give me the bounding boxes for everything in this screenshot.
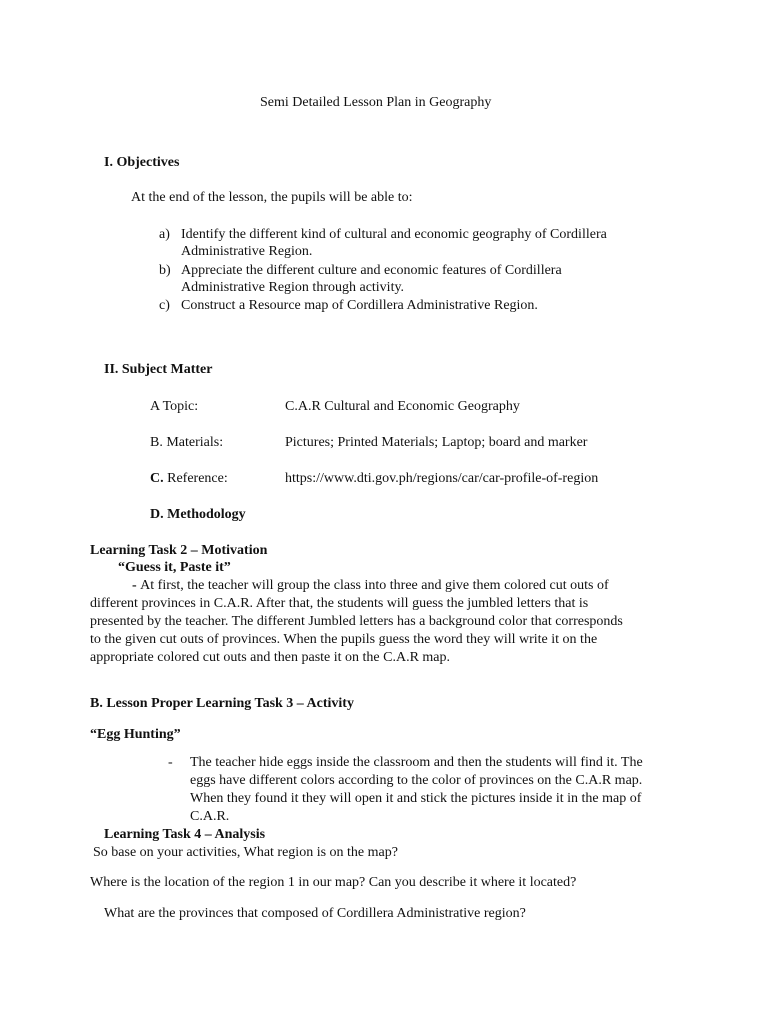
task3-heading: B. Lesson Proper Learning Task 3 – Activity <box>90 696 354 711</box>
reference-prefix: C. <box>150 471 164 486</box>
task2-line-2: different provinces in C.A.R. After that, the students will guess the jumbled letters that is <box>90 596 589 611</box>
task4-heading: Learning Task 4 – Analysis <box>104 827 266 842</box>
topic-value: C.A.R Cultural and Economic Geography <box>285 399 520 414</box>
task2-heading: Learning Task 2 – Motivation <box>90 543 268 558</box>
objective-text-cont: Administrative Region through activity. <box>181 280 405 295</box>
reference-url: https://www.dti.gov.ph/regions/car/car-profile-of-region <box>285 471 599 486</box>
task3-line-3: When they found it they will open it and stick the pictures inside it in the map of <box>190 791 642 806</box>
topic-label: A Topic: <box>150 399 199 414</box>
task2-line-3: presented by the teacher. The different Jumbled letters has a background color that corresponds <box>90 614 623 629</box>
task3-dash: - <box>168 755 173 770</box>
task2-line-4: to the given cut outs of provinces. When the pupils guess the word they will write it on the <box>90 632 598 647</box>
objective-text: Appreciate the different culture and economic features of Cordillera <box>181 263 562 278</box>
task3-line-4: C.A.R. <box>190 809 230 824</box>
task4-question-1: So base on your activities, What region is on the map? <box>93 845 398 860</box>
task2-subtitle: “Guess it, Paste it” <box>118 560 231 575</box>
subject-matter-heading: II. Subject Matter <box>104 362 213 377</box>
methodology-heading: D. Methodology <box>150 507 246 522</box>
page-title: Semi Detailed Lesson Plan in Geography <box>260 95 492 110</box>
task2-line-1 <box>132 577 609 594</box>
task4-question-2: Where is the location of the region 1 in our map? Can you describe it where it located? <box>90 875 577 890</box>
task3-subtitle: “Egg Hunting” <box>90 727 181 742</box>
objectives-intro: At the end of the lesson, the pupils will be able to: <box>131 190 413 205</box>
objective-marker: c) <box>159 298 170 313</box>
task3-line-1: The teacher hide eggs inside the classroom and then the students will find it. The <box>190 755 643 770</box>
objective-text: Identify the different kind of cultural and economic geography of Cordillera <box>181 227 607 242</box>
objective-marker: a) <box>159 227 170 242</box>
objective-text: Construct a Resource map of Cordillera Administrative Region. <box>181 298 538 313</box>
task2-text: At first, the teacher will group the class into three and give them colored cut outs of <box>140 578 609 593</box>
materials-value: Pictures; Printed Materials; Laptop; board and marker <box>285 435 588 450</box>
materials-label: B. Materials: <box>150 435 224 450</box>
reference-label <box>150 470 228 487</box>
objective-text-cont: Administrative Region. <box>181 244 313 259</box>
task3-line-2: eggs have different colors according to the color of provinces on the C.A.R map. <box>190 773 643 788</box>
task4-question-3: What are the provinces that composed of Cordillera Administrative region? <box>104 906 526 921</box>
task2-line-5: appropriate colored cut outs and then paste it on the C.A.R map. <box>90 650 451 665</box>
objectives-heading: I. Objectives <box>104 155 180 170</box>
reference-label-text: Reference: <box>163 471 228 486</box>
objective-marker: b) <box>159 263 171 278</box>
task2-dash: - <box>132 578 141 593</box>
